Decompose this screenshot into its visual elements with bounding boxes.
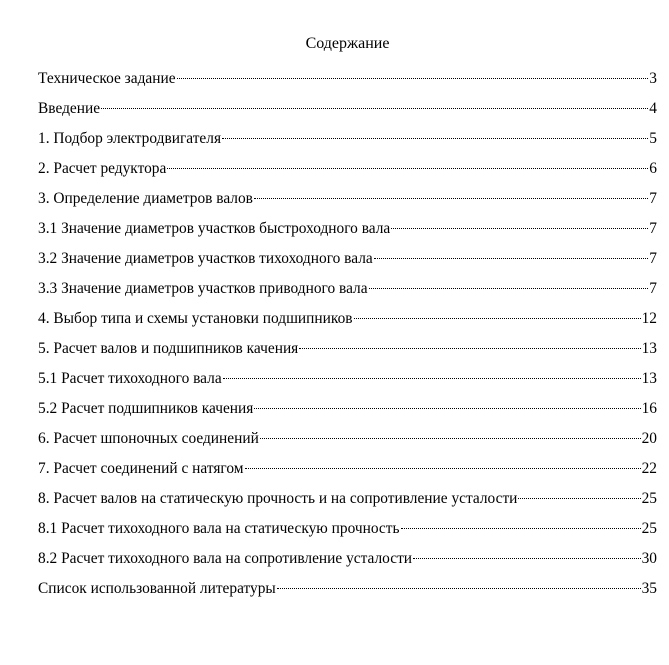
- toc-entry: [38, 394, 657, 424]
- toc-page-number: 7: [649, 190, 657, 207]
- toc-entry-text: Введение: [38, 100, 101, 117]
- toc-entry-text: 5.2 Расчет подшипников качения: [38, 400, 254, 417]
- toc-entry: [38, 304, 657, 334]
- toc-page-number: 5: [649, 130, 657, 147]
- toc-entry: [38, 124, 657, 154]
- toc-page-number: 20: [641, 430, 657, 447]
- toc-entry: [38, 334, 657, 364]
- toc-page-number: 3: [649, 70, 657, 87]
- toc-entry: [38, 214, 657, 244]
- toc-leader-dots: [260, 438, 641, 439]
- toc-entry: [38, 454, 657, 484]
- toc-list: [38, 64, 657, 604]
- toc-page-number: 7: [649, 280, 657, 297]
- toc-entry-text: 5.1 Расчет тихоходного вала: [38, 370, 222, 387]
- toc-entry: [38, 64, 657, 94]
- toc-leader-dots: [223, 378, 641, 379]
- toc-entry: [38, 424, 657, 454]
- toc-leader-dots: [354, 318, 641, 319]
- toc-entry-text: 3.2 Значение диаметров участков тихоходного вала: [38, 250, 373, 267]
- toc-entry-text: 8.2 Расчет тихоходного вала на сопротивление усталости: [38, 550, 413, 567]
- toc-leader-dots: [369, 288, 649, 289]
- toc-entry: [38, 184, 657, 214]
- toc-page-number: 35: [641, 580, 657, 597]
- toc-entry: [38, 94, 657, 124]
- toc-leader-dots: [391, 228, 648, 229]
- toc-leader-dots: [222, 138, 648, 139]
- toc-leader-dots: [177, 78, 649, 79]
- toc-title: Содержание: [305, 35, 390, 52]
- toc-page-number: 4: [649, 100, 657, 117]
- toc-entry-text: 7. Расчет соединений с натягом: [38, 460, 244, 477]
- toc-entry: [38, 364, 657, 394]
- toc-leader-dots: [374, 258, 649, 259]
- toc-leader-dots: [518, 498, 640, 499]
- toc-leader-dots: [254, 408, 640, 409]
- toc-entry-text: Список использованной литературы: [38, 580, 276, 597]
- toc-page-number: 7: [649, 250, 657, 267]
- toc-entry: [38, 544, 657, 574]
- toc-entry: [38, 244, 657, 274]
- toc-page-number: 22: [641, 460, 657, 477]
- toc-leader-dots: [277, 588, 641, 589]
- toc-page-number: 13: [641, 370, 657, 387]
- toc-leader-dots: [101, 108, 648, 109]
- toc-page-number: 25: [641, 490, 657, 507]
- toc-entry: [38, 574, 657, 604]
- toc-leader-dots: [299, 348, 640, 349]
- toc-leader-dots: [167, 168, 648, 169]
- toc-entry-text: 3.1 Значение диаметров участков быстроходного вала: [38, 220, 391, 237]
- toc-entry-text: Техническое задание: [38, 70, 176, 87]
- toc-page-number: 25: [641, 520, 657, 537]
- toc-entry: [38, 154, 657, 184]
- toc-leader-dots: [413, 558, 641, 559]
- toc-page-number: 7: [649, 220, 657, 237]
- toc-leader-dots: [254, 198, 648, 199]
- toc-entry-text: 3. Определение диаметров валов: [38, 190, 253, 207]
- toc-page-number: 16: [641, 400, 657, 417]
- toc-page-number: 30: [641, 550, 657, 567]
- toc-entry-text: 4. Выбор типа и схемы установки подшипников: [38, 310, 353, 327]
- toc-entry-text: 5. Расчет валов и подшипников качения: [38, 340, 299, 357]
- toc-entry-text: 6. Расчет шпоночных соединений: [38, 430, 259, 447]
- toc-page-number: 6: [649, 160, 657, 177]
- toc-entry-text: 1. Подбор электродвигателя: [38, 130, 222, 147]
- toc-page-number: 13: [641, 340, 657, 357]
- toc-entry: [38, 484, 657, 514]
- toc-entry: [38, 274, 657, 304]
- toc-entry-text: 8.1 Расчет тихоходного вала на статическую прочность: [38, 520, 400, 537]
- toc-entry-text: 2. Расчет редуктора: [38, 160, 167, 177]
- toc-leader-dots: [401, 528, 641, 529]
- toc-leader-dots: [245, 468, 641, 469]
- toc-entry: [38, 514, 657, 544]
- toc-entry-text: 8. Расчет валов на статическую прочность и на сопротивление усталости: [38, 490, 518, 507]
- toc-page-number: 12: [641, 310, 657, 327]
- toc-entry-text: 3.3 Значение диаметров участков приводного вала: [38, 280, 368, 297]
